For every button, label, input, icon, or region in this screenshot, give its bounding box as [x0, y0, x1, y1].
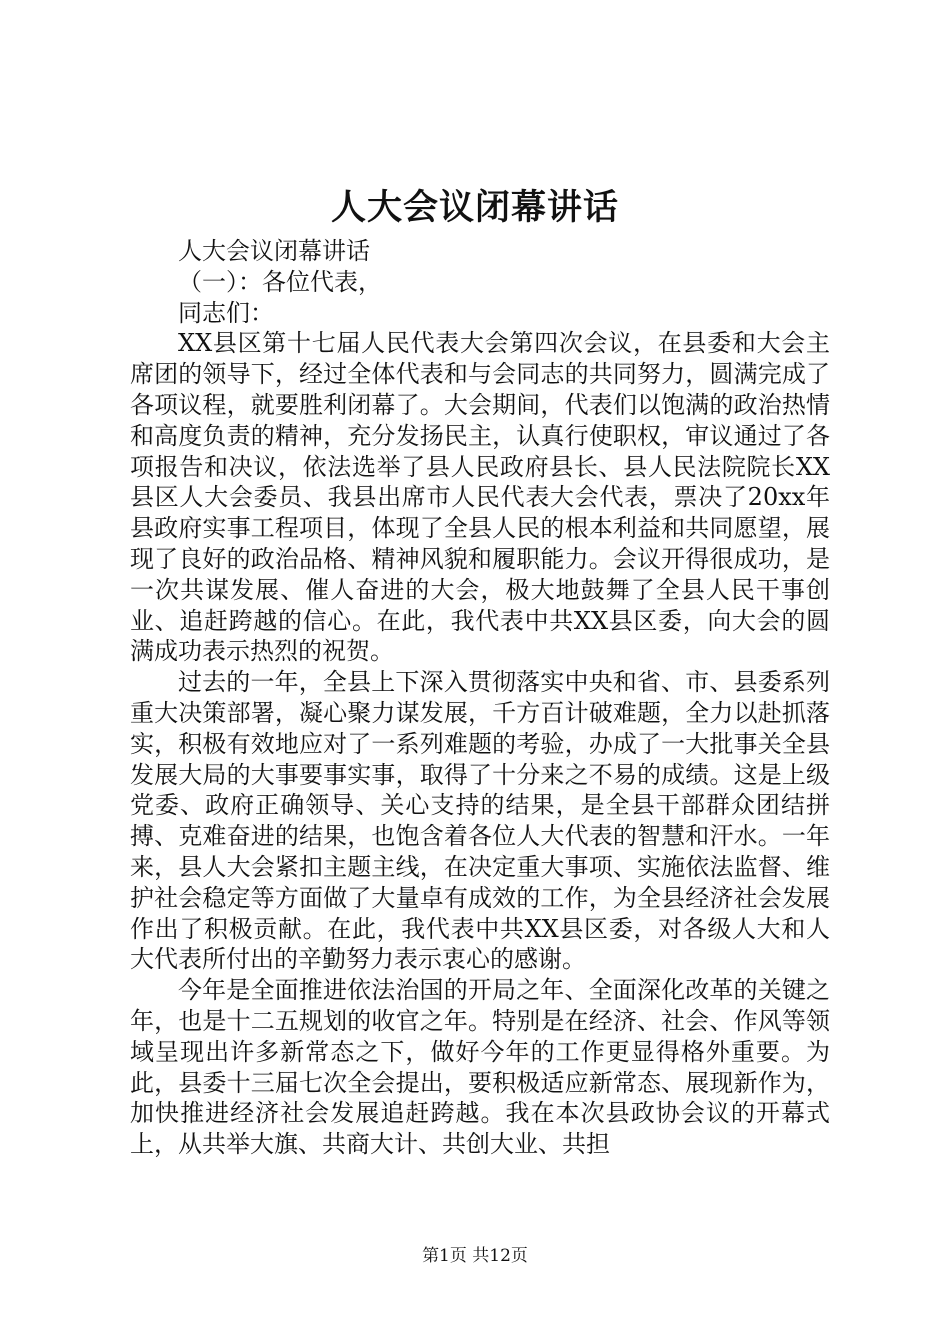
paragraph-2: 过去的一年，全县上下深入贯彻落实中央和省、市、县委系列重大决策部署，凝心聚力谋发展，千方百计破难题，全力以赴抓落实，积极有效地应对了一系列难题的考验，办成了一大批事关全县发展大局的大事要事实事，取得了十分来之不易的成绩。这是上级党委、政府正确领导、关心支持的结果，是全县干部群众团结拼搏、克难奋进的结果，也饱含着各位人大代表的智慧和汗水。一年来，县人大会紧扣主题主线，在决定重大事项、实施依法监督、维护社会稳定等方面做了大量卓有成效的工作，为全县经济社会发展作出了积极贡献。在此，我代表中共XX县区委，对各级人大和人大代表所付出的辛勤努力表示衷心的感谢。 — [130, 668, 830, 974]
paragraph-salutation-2: 同志们： — [178, 298, 274, 327]
paragraph-1: XX县区第十七届人民代表大会第四次会议，在县委和大会主席团的领导下，经过全体代表和与会同志的共同努力，圆满完成了各项议程，就要胜利闭幕了。大会期间，代表们以饱满的政治热情和高度负责的精神，充分发扬民主，认真行使职权，审议通过了各项报告和决议，依法选举了县人民政府县长、县人民法院院长XX县区人大会委员、我县出席市人民代表大会代表，票决了20xx年县政府实事工程项目，体现了全县人民的根本利益和共同愿望，展现了良好的政治品格、精神风貌和履职能力。会议开得很成功，是一次共谋发展、催人奋进的大会，极大地鼓舞了全县人民干事创业、追赶跨越的信心。在此，我代表中共XX县区委，向大会的圆满成功表示热烈的祝贺。 — [130, 329, 830, 666]
page-footer: 第1页 共12页 — [422, 1246, 528, 1266]
paragraph-subtitle: 人大会议闭幕讲话 — [178, 237, 370, 265]
document-title: 人大会议闭幕讲话 — [330, 187, 619, 228]
paragraph-3: 今年是全面推进依法治国的开局之年、全面深化改革的关键之年，也是十二五规划的收官之年。特别是在经济、社会、作风等领域呈现出许多新常态之下，做好今年的工作更显得格外重要。为此，县委十三届七次全会提出，要积极适应新常态、展现新作为，加快推进经济社会发展追赶跨越。我在本次县政协会议的开幕式上，从共举大旗、共商大计、共创大业、共担 — [130, 976, 830, 1159]
paragraph-salutation-1: （一）：各位代表， — [178, 267, 382, 296]
document-body — [130, 236, 830, 1160]
